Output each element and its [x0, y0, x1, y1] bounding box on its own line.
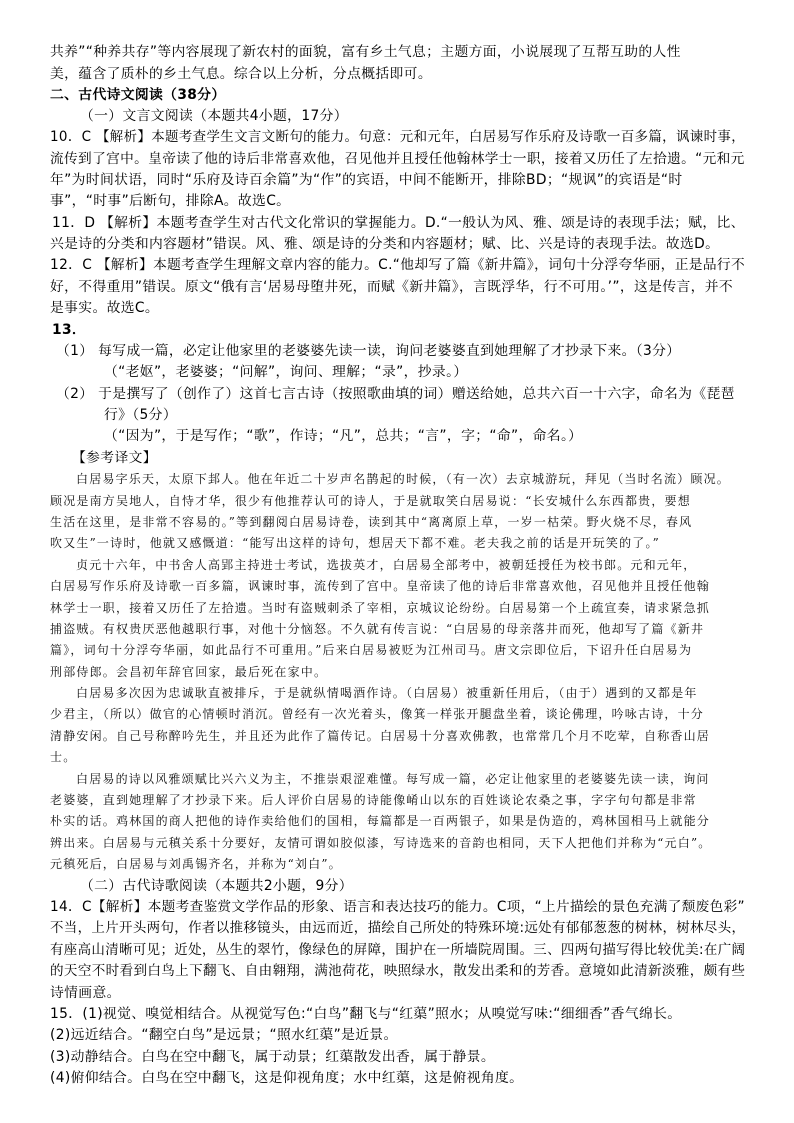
- text-line: 流传到了宫中。皇帝读了他的诗后非常喜欢他，召见他并且授任他翰林学士一职，接着又历任了左拾遗。“元和元: [50, 151, 745, 167]
- subsection-heading: （一）文言文阅读（本题共4小题，17分）: [80, 108, 348, 124]
- text-line: 年”为时间状语，同时“乐府及诗百余篇”为“作”的宾语，中间不能断开，排除BD；“规讽”的宾语是“时: [50, 172, 683, 188]
- translation-line: 少君主，（所以）做官的心情顿时消沉。曾经有一次光着头，像箕一样张开腿盘坐着，谈论佛理，吟咏古诗，十分: [50, 707, 705, 721]
- subsection-heading: （二）古代诗歌阅读（本题共2小题，9分）: [80, 878, 353, 894]
- translation-line: 捕盗贼。有权贵厌恶他越职行事，对他十分恼怒。不久就有传言说：“白居易的母亲落井而死，他却写了篇《新井: [50, 622, 705, 636]
- text-line: （“老妪”，老婆婆；“问解”，询问、理解；“录”，抄录。）: [104, 364, 468, 380]
- text-line: 的天空不时看到白鸟上下翻飞、自由翱翔，满池荷花，映照绿水，散发出柔和的芳香。意境如此清新淡雅，颇有些: [50, 963, 746, 979]
- translation-line: 白居易字乐天，太原下邽人。他在年近二十岁声名鹊起的时候，（有一次）去京城游玩，拜见（当时名流）顾况。: [76, 472, 731, 486]
- translation-line: 元稹死后，白居易与刘禹锡齐名，并称为“刘白”。: [50, 857, 342, 871]
- text-line: 好，不得重用”错误。原文“俄有言‘居易母堕井死，而赋《新井篇》，言既浮华，行不可用。’”，这是传言，并不: [50, 279, 734, 295]
- translation-line: 白居易的诗以风雅颂赋比兴六义为主，不推崇艰涩难懂。每写成一篇，必定让他家里的老婆婆先读一读，询问: [76, 772, 710, 786]
- answer-13-2: （2） 于是撰写了（创作了）这首七言古诗（按照歌曲填的词）赠送给她，总共六百一十六字，命名为《琵琶: [56, 386, 735, 402]
- translation-line: 白居易多次因为忠诚耿直被排斥，于是就纵情喝酒作诗。（白居易）被重新任用后，（由于）遇到的又都是年: [76, 686, 698, 700]
- text-line: 诗情画意。: [50, 985, 121, 1001]
- text-line: (2)远近结合。“翻空白鸟”是远景；“照水红蕖”是近景。: [50, 1027, 398, 1043]
- translation-line: 辨出来。白居易与元稹关系十分要好，友情可谓如胶似漆，写诗选来的音韵也相同，天下人把他们并称为“元白”。: [50, 836, 712, 850]
- text-line: 美，蕴含了质朴的乡土气息。综合以上分析，分点概括即可。: [50, 66, 432, 82]
- translation-line: 刑部侍郎。会昌初年辞官回家，最后死在家中。: [50, 665, 328, 679]
- translation-line: 顾况是南方吴地人，自恃才华，很少有他推荐认可的诗人，于是就取笑白居易说：“长安城什么东西都贵，要想: [50, 494, 691, 508]
- text-line: 事”，“时事”后断句，排除A。故选C。: [50, 193, 291, 209]
- section-heading: 二、古代诗文阅读（38分）: [50, 87, 226, 103]
- translation-line: 吹又生”一诗时，他就又感慨道：“能写出这样的诗句，想居天下都不难。老夫我之前的话是开玩笑的了。”: [50, 536, 661, 550]
- text-line: 有座高山清晰可见；近处，丛生的翠竹，像绿色的屏障，围护在一所墙院周围。三、四两句描写得比较优美:在广阔: [50, 942, 746, 958]
- text-line: 是事实。故选C。: [50, 300, 160, 316]
- answer-15: 15．(1)视觉、嗅觉相结合。从视觉写色:“白鸟”翻飞与“红蕖”照水；从嗅觉写味:“细细香”香气绵长。: [50, 1006, 682, 1022]
- translation-line: 老婆婆，直到她理解了才抄录下来。后人评价白居易的诗能像崤山以东的百姓谈论农桑之事，字字句句都是非常: [50, 793, 697, 807]
- text-line: 共养”“种养共存”等内容展现了新农村的面貌，富有乡土气息；主题方面，小说展现了互帮互助的人性: [50, 44, 681, 60]
- answer-10: 10．C 【解析】本题考查学生文言文断句的能力。句意：元和元年，白居易写作乐府及诗歌一百多篇，讽谏时事，: [50, 129, 746, 145]
- answer-13-1: （1） 每写成一篇，必定让他家里的老婆婆先读一读，询问老婆婆直到她理解了才抄录下来。（3分）: [56, 343, 681, 359]
- translation-line: 士。: [50, 750, 77, 764]
- translation-line: 清静安闲。自己号称醉吟先生，并且还为此作了篇传记。白居易十分喜欢佛教，也常常几个月不吃荤，自称香山居: [50, 729, 711, 743]
- text-line: (4)俯仰结合。白鸟在空中翻飞，这是仰视角度；水中红蕖，这是俯视角度。: [50, 1070, 524, 1086]
- translation-line: 白居易写作乐府及诗歌一百多篇，讽谏时事，流传到了宫中。皇帝读了他的诗后非常喜欢他，召见他并且授任他翰: [50, 579, 711, 593]
- translation-line: 林学士一职，接着又历任了左拾遗。当时有盗贼刺杀了宰相，京城议论纷纷。白居易第一个上疏宣奏，请求紧急抓: [50, 601, 711, 615]
- text-line: 兴是诗的分类和内容题材”错误。风、雅、颂是诗的分类和内容题材；赋、比、兴是诗的表现手法。故选D。: [50, 236, 720, 252]
- text-line: 行》（5分）: [104, 407, 177, 423]
- answer-14: 14．C【解析】本题考查鉴赏文学作品的形象、语言和表达技巧的能力。C项，“上片描绘的景色充满了颓废色彩”: [50, 899, 745, 915]
- translation-line: 朴实的话。鸡林国的商人把他的诗作卖给他们的国相，每篇都是一百两银子，如果是伪造的，鸡林国相马上就能分: [50, 814, 711, 828]
- answer-11: 11．D 【解析】本题考查学生对古代文化常识的掌握能力。D.“一般认为风、雅、颂是诗的表现手法；赋，比、: [52, 215, 745, 231]
- text-line: (3)动静结合。白鸟在空中翻飞，属于动景；红蕖散发出香，属于静景。: [50, 1049, 495, 1065]
- answer-12: 12．C 【解析】本题考查学生理解文章内容的能力。C.“他却写了篇《新井篇》，词句十分浮夸华丽，正是品行不: [50, 257, 746, 273]
- text-line: 不当，上片开头两句，作者以推移镜头，由远而近，描绘自己所处的特殊环境:远处有郁郁葱葱的树林，树林尽头，: [50, 920, 746, 936]
- translation-line: 生活在这里，是非常不容易的。”等到翻阅白居易诗卷，读到其中“离离原上草，一岁一枯荣。野火烧不尽，春风: [50, 515, 693, 529]
- translation-heading: 【参考译文】: [72, 450, 157, 466]
- text-line: （“因为”，于是写作；“歌”，作诗；“凡”，总共；“言”，字；“命”，命名。）: [104, 428, 583, 444]
- answer-13-label: 13．: [52, 322, 87, 338]
- translation-line: 篇》，词句十分浮夸华丽，如此品行不可重用。”后来白居易被贬为江州司马。唐文宗即位后，下诏升任白居易为: [50, 643, 693, 657]
- translation-line: 贞元十六年，中书舍人高郢主持进士考试，选拔英才，白居易全部考中，被朝廷授任为校书郎。元和元年，: [76, 558, 697, 572]
